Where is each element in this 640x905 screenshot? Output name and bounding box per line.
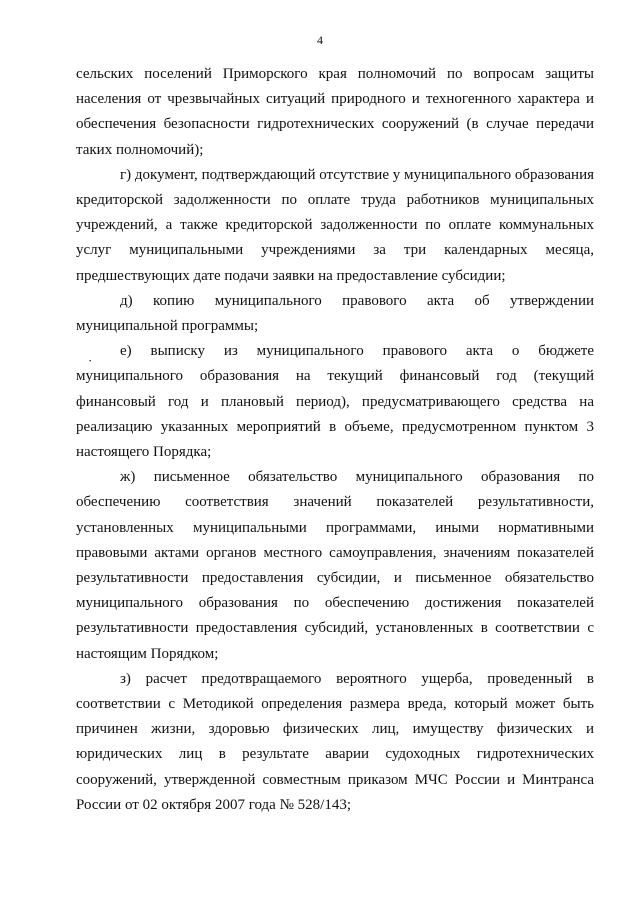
text-line: муниципального образования на текущий финансовый год (текущий (76, 368, 594, 385)
text-line: результативности предоставления субсидии, и письменное обязательство (76, 570, 594, 587)
text-line: обеспечению соответствия значений показателей результативности, (76, 494, 594, 511)
paragraph-p5 (76, 465, 594, 667)
page-number: 4 (317, 33, 323, 47)
text-line: з) расчет предотвращаемого вероятного ущерба, проведенный в (120, 670, 594, 687)
text-line: кредиторской задолженности по оплате труда работников муниципальных (76, 192, 594, 209)
text-line: России от 02 октября 2007 года № 528/143; (76, 796, 351, 813)
paragraph-p1 (76, 62, 594, 163)
paragraph-p3 (76, 289, 594, 339)
text-line: настоящего Порядка; (76, 444, 212, 461)
text-line: правовыми актами органов местного самоуправления, значениям показателей (76, 544, 594, 561)
text-line: д) копию муниципального правового акта об утверждении (120, 292, 594, 309)
text-line: таких полномочий); (76, 141, 204, 158)
stray-mark: · (88, 353, 93, 368)
text-line: услуг муниципальными учреждениями за три календарных месяца, (76, 242, 594, 259)
text-line: предшествующих дате подачи заявки на предоставление субсидии; (76, 267, 506, 284)
text-line: соответствии с Методикой определения размера вреда, который может быть (76, 696, 594, 713)
text-line: е) выписку из муниципального правового акта о бюджете (120, 343, 594, 360)
text-line: муниципальной программы; (76, 318, 259, 335)
text-line: результативности предоставления субсидий, установленных в соответствии с (76, 620, 594, 637)
text-line: причинен жизни, здоровью физических лиц, имуществу физических и (76, 721, 594, 738)
text-line: учреждений, а также кредиторской задолженности по оплате коммунальных (76, 217, 594, 234)
text-line: сельских поселений Приморского края полномочий по вопросам защиты (76, 66, 594, 82)
paragraph-p2 (76, 163, 594, 289)
text-line: ж) письменное обязательство муниципального образования по (120, 469, 594, 486)
text-line: сооружений, утвержденной совместным приказом МЧС России и Минтранса (76, 771, 594, 788)
text-line: реализацию указанных мероприятий в объеме, предусмотренном пунктом 3 (76, 418, 594, 435)
text-line: юридических лиц в результате аварии судоходных гидротехнических (76, 746, 594, 763)
text-line: финансовый год и плановый период), предусматривающего средства на (76, 393, 594, 410)
text-line: установленных муниципальными программами, иными нормативными (76, 519, 594, 536)
text-line: муниципального образования по обеспечению достижения показателей (76, 595, 594, 612)
paragraph-p4 (76, 339, 594, 465)
text-line: обеспечения безопасности гидротехнических сооружений (в случае передачи (76, 116, 594, 133)
text-line: г) документ, подтверждающий отсутствие у муниципального образования (120, 166, 594, 183)
document-body (76, 62, 594, 818)
text-line: населения от чрезвычайных ситуаций природного и техногенного характера и (76, 91, 594, 108)
text-line: настоящим Порядком; (76, 645, 219, 662)
paragraph-p6 (76, 667, 594, 818)
